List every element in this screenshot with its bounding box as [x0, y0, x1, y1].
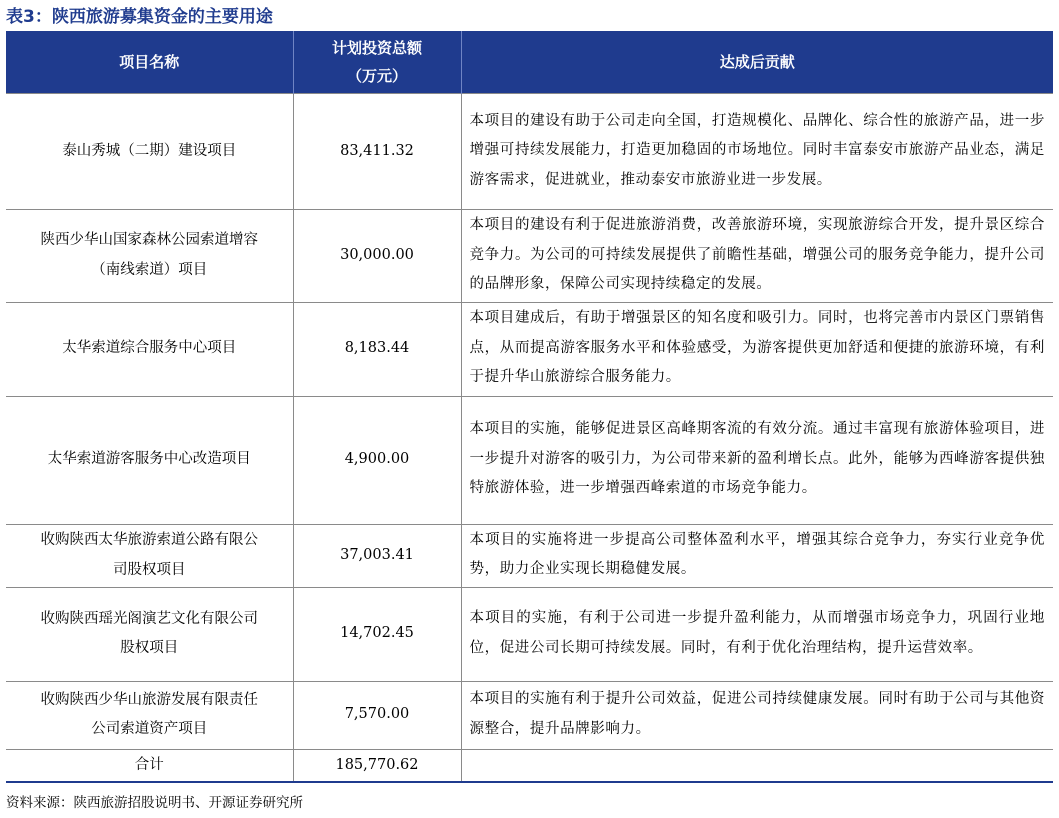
table-row — [6, 302, 1053, 396]
table-header-row — [6, 31, 1053, 94]
contribution-cell: 本项目的实施将进一步提高公司整体盈利水平，增强其综合竞争力，夯实行业竞争优势，助力企业实现长期稳健发展。 — [461, 524, 1053, 587]
amount-cell: 30,000.00 — [293, 210, 461, 303]
amount-cell: 83,411.32 — [293, 94, 461, 210]
project-name-line1: 太华索道游客服务中心改造项目 — [47, 451, 251, 468]
table-row — [6, 94, 1053, 210]
contribution-cell: 本项目的建设有助于公司走向全国，打造规模化、品牌化、综合性的旅游产品，进一步增强可持续发展能力，打造更加稳固的市场地位。同时丰富泰安市旅游产品业态，满足游客需求，促进就业，推动泰安市旅游业进一步发展。 — [461, 94, 1053, 210]
contribution-cell: 本项目建成后，有助于增强景区的知名度和吸引力。同时，也将完善市内景区门票销售点，从而提高游客服务水平和体验感受，为游客提供更加舒适和便捷的旅游环境，有利于提升华山旅游综合服务能力。 — [461, 302, 1053, 396]
project-name-line2: 司股权项目 — [113, 561, 186, 578]
amount-cell: 14,702.45 — [293, 587, 461, 681]
project-name-line1: 泰山秀城（二期）建设项目 — [62, 142, 237, 159]
contribution-cell: 本项目的实施，有利于公司进一步提升盈利能力，从而增强市场竞争力，巩固行业地位，促进公司长期可持续发展。同时，有利于优化治理结构，提升运营效率。 — [461, 587, 1053, 681]
total-label: 合计 — [6, 749, 293, 782]
total-row — [6, 749, 1053, 782]
funds-usage-table-container — [6, 31, 1053, 783]
header-planned-investment — [293, 31, 461, 94]
table-row — [6, 210, 1053, 303]
table-title: 表3：陕西旅游募集资金的主要用途 — [6, 7, 273, 27]
project-name-line1: 太华索道综合服务中心项目 — [62, 340, 237, 357]
project-name-cell — [6, 524, 293, 587]
project-name-line1: 收购陕西太华旅游索道公路有限公 — [40, 532, 258, 548]
header-amount-line1: 计划投资总额 — [331, 39, 422, 57]
project-name-line1: 收购陕西瑶光阁演艺文化有限公司 — [40, 610, 258, 627]
project-name-line1: 收购陕西少华山旅游发展有限责任 — [40, 691, 258, 708]
contribution-cell: 本项目的建设有利于促进旅游消费，改善旅游环境，实现旅游综合开发，提升景区综合竞争力。为公司的可持续发展提供了前瞻性基础，增强公司的服务竞争能力，提升公司的品牌形象，保障公司实现持续稳定的发展。 — [461, 210, 1053, 303]
header-contribution: 达成后贡献 — [461, 31, 1053, 94]
funds-usage-table — [6, 31, 1053, 783]
amount-cell: 8,183.44 — [293, 302, 461, 396]
total-contribution — [461, 749, 1053, 782]
project-name-line1: 陕西少华山国家森林公园索道增容 — [40, 232, 258, 249]
header-project-name: 项目名称 — [6, 31, 293, 94]
total-amount: 185,770.62 — [293, 749, 461, 782]
project-name-cell — [6, 681, 293, 749]
header-amount-line2: （万元） — [346, 67, 407, 85]
table-row — [6, 524, 1053, 587]
table-row — [6, 396, 1053, 524]
project-name-cell — [6, 302, 293, 396]
project-name-line2: 股权项目 — [120, 640, 179, 656]
project-name-cell — [6, 94, 293, 210]
table-row — [6, 587, 1053, 681]
amount-cell: 4,900.00 — [293, 396, 461, 524]
source-note: 资料来源：陕西旅游招股说明书、开源证券研究所 — [6, 795, 303, 811]
project-name-cell — [6, 587, 293, 681]
project-name-cell — [6, 210, 293, 303]
project-name-line2: （南线索道）项目 — [91, 261, 208, 278]
table-row — [6, 681, 1053, 749]
amount-cell: 37,003.41 — [293, 524, 461, 587]
project-name-line2: 公司索道资产项目 — [91, 721, 208, 737]
contribution-cell: 本项目的实施有利于提升公司效益，促进公司持续健康发展。同时有助于公司与其他资源整合，提升品牌影响力。 — [461, 681, 1053, 749]
contribution-cell: 本项目的实施，能够促进景区高峰期客流的有效分流。通过丰富现有旅游体验项目，进一步提升对游客的吸引力，为公司带来新的盈利增长点。此外，能够为西峰游客提供独特旅游体验，进一步增强西峰索道的市场竞争能力。 — [461, 396, 1053, 524]
amount-cell: 7,570.00 — [293, 681, 461, 749]
project-name-cell — [6, 396, 293, 524]
